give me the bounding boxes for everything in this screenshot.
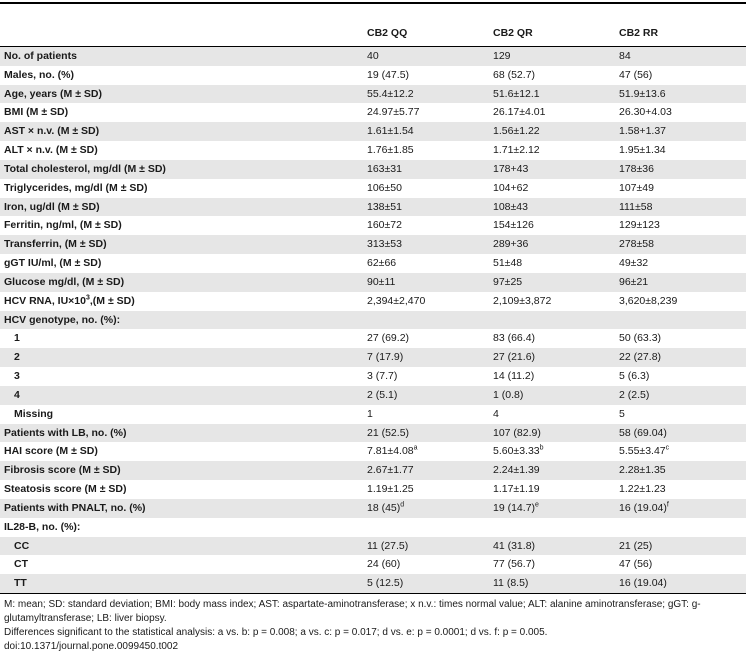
cell-value: 5.55±3.47 xyxy=(619,445,666,458)
row-value-col-1 xyxy=(363,348,489,367)
row-value-col-1 xyxy=(363,198,489,217)
row-value-col-1 xyxy=(363,386,489,405)
row-value-col-1 xyxy=(363,574,489,593)
table-row xyxy=(0,216,746,235)
row-label-text: Triglycerides, mg/dl (M ± SD) xyxy=(4,181,148,194)
row-label xyxy=(0,141,363,160)
row-value-col-3 xyxy=(615,235,746,254)
row-value-col-1 xyxy=(363,179,489,198)
cell-value: 104+62 xyxy=(493,181,529,194)
row-value-col-2 xyxy=(489,85,615,104)
row-value-col-2 xyxy=(489,329,615,348)
cell-value: 178±36 xyxy=(619,162,654,175)
table-row xyxy=(0,555,746,574)
row-label xyxy=(0,537,363,556)
cell-value: 41 (31.8) xyxy=(493,539,536,552)
table-row xyxy=(0,461,746,480)
row-value-col-2 xyxy=(489,574,615,593)
row-value-col-2 xyxy=(489,537,615,556)
table-row xyxy=(0,329,746,348)
cell-value: 84 xyxy=(619,50,631,62)
row-value-col-2 xyxy=(489,555,615,574)
row-value-col-1 xyxy=(363,141,489,160)
row-label-text: HCV RNA, IU×10 xyxy=(4,294,86,307)
row-value-col-1 xyxy=(363,216,489,235)
row-value-col-3 xyxy=(615,461,746,480)
footnote-abbreviations: M: mean; SD: standard deviation; BMI: body mass index; AST: aspartate-aminotransferase; x n.v.: times normal value; ALT: alanine aminotransferase; gGT: g-glutamyltransferase; LB: liver biopsy. xyxy=(4,599,701,624)
table-row xyxy=(0,442,746,461)
row-value-col-3 xyxy=(615,386,746,405)
row-label-text: Fibrosis score (M ± SD) xyxy=(4,464,121,477)
cell-value: 77 (56.7) xyxy=(493,558,536,571)
row-value-col-2 xyxy=(489,216,615,235)
row-value-col-1 xyxy=(363,499,489,518)
row-label xyxy=(0,273,363,292)
row-value-col-3 xyxy=(615,198,746,217)
cell-value: 7 (17.9) xyxy=(367,351,404,364)
cell-value: 1 (0.8) xyxy=(493,388,524,401)
row-label xyxy=(0,292,363,311)
cell-value: 1.17±1.19 xyxy=(493,483,540,496)
cell-value: 51.9±13.6 xyxy=(619,87,666,100)
row-value-col-2 xyxy=(489,292,615,311)
table-row xyxy=(0,235,746,254)
table-row xyxy=(0,122,746,141)
cell-value: 55.4±12.2 xyxy=(367,87,414,100)
row-label-text: No. of patients xyxy=(4,50,77,62)
row-value-col-1 xyxy=(363,555,489,574)
row-value-col-1 xyxy=(363,480,489,499)
row-value-col-1 xyxy=(363,66,489,85)
row-value-col-3 xyxy=(615,442,746,461)
cell-value: 16 (19.04) xyxy=(619,501,667,514)
cell-value: 26.17±4.01 xyxy=(493,106,546,119)
cell-value: 1 xyxy=(367,407,373,420)
row-label xyxy=(0,122,363,141)
table-row xyxy=(0,424,746,443)
row-value-col-3 xyxy=(615,160,746,179)
table-row xyxy=(0,254,746,273)
table-row xyxy=(0,198,746,217)
cell-value: 11 (8.5) xyxy=(493,577,529,590)
cell-value: 97±25 xyxy=(493,275,523,288)
cell-value: 58 (69.04) xyxy=(619,426,667,439)
row-value-col-1 xyxy=(363,273,489,292)
cell-value: 129 xyxy=(493,50,511,62)
row-value-col-3 xyxy=(615,122,746,141)
cell-superscript: b xyxy=(539,444,544,452)
row-label xyxy=(0,66,363,85)
cell-value: 313±53 xyxy=(367,238,402,251)
row-value-col-3 xyxy=(615,47,746,66)
row-label xyxy=(0,555,363,574)
cell-superscript: f xyxy=(666,501,669,509)
row-value-col-1 xyxy=(363,461,489,480)
table-row xyxy=(0,405,746,424)
row-value-col-3 xyxy=(615,66,746,85)
table-row xyxy=(0,103,746,122)
cell-value: 1.95±1.34 xyxy=(619,144,666,157)
row-label-text: Patients with PNALT, no. (%) xyxy=(4,501,146,514)
row-label-text: AST × n.v. (M ± SD) xyxy=(4,125,100,138)
cell-value: 47 (56) xyxy=(619,558,653,571)
cell-value: 108±43 xyxy=(493,200,528,213)
table-row xyxy=(0,348,746,367)
row-label xyxy=(0,480,363,499)
cell-value: 5 (12.5) xyxy=(367,577,404,590)
cell-value: 5.60±3.33 xyxy=(493,445,540,458)
row-value-col-1 xyxy=(363,122,489,141)
cell-value: 138±51 xyxy=(367,200,402,213)
row-label xyxy=(0,160,363,179)
table-row xyxy=(0,85,746,104)
cell-value: 22 (27.8) xyxy=(619,351,662,364)
cell-value: 18 (45) xyxy=(367,501,401,514)
cell-value: 163±31 xyxy=(367,162,402,175)
row-label-text: HAI score (M ± SD) xyxy=(4,445,98,458)
cell-value: 27 (69.2) xyxy=(367,332,410,345)
cell-superscript: e xyxy=(535,501,539,509)
row-value-col-3 xyxy=(615,367,746,386)
row-value-col-3 xyxy=(615,292,746,311)
cell-value: 14 (11.2) xyxy=(493,370,535,383)
row-value-col-2 xyxy=(489,179,615,198)
cell-value: 107±49 xyxy=(619,181,654,194)
cell-value: 21 (52.5) xyxy=(367,426,410,439)
row-value-col-1 xyxy=(363,518,489,537)
row-value-col-2 xyxy=(489,480,615,499)
row-label xyxy=(0,424,363,443)
cell-value: 154±126 xyxy=(493,219,534,232)
row-label-text: 1 xyxy=(14,332,20,345)
row-label xyxy=(0,254,363,273)
cell-value: 129±123 xyxy=(619,219,660,232)
row-value-col-2 xyxy=(489,386,615,405)
row-value-col-3 xyxy=(615,499,746,518)
table-row xyxy=(0,367,746,386)
row-value-col-2 xyxy=(489,311,615,330)
row-label xyxy=(0,518,363,537)
row-label xyxy=(0,386,363,405)
row-value-col-1 xyxy=(363,292,489,311)
footnote-significance: Differences significant to the statistical analysis: a vs. b: p = 0.008; a vs. c: p = 0.017; d vs. e: p = 0.0001; d vs. f: p = 0.005. xyxy=(4,627,548,638)
cell-value: 21 (25) xyxy=(619,539,653,552)
row-label-text: TT xyxy=(14,577,27,590)
row-value-col-1 xyxy=(363,442,489,461)
row-value-col-1 xyxy=(363,329,489,348)
cell-value: 51±48 xyxy=(493,257,523,270)
row-label-superscript: 3 xyxy=(85,294,90,302)
row-value-col-2 xyxy=(489,122,615,141)
cell-value: 24 (60) xyxy=(367,558,401,571)
row-value-col-1 xyxy=(363,311,489,330)
row-label xyxy=(0,442,363,461)
row-value-col-2 xyxy=(489,405,615,424)
table-row xyxy=(0,311,746,330)
row-label-text: Missing xyxy=(14,407,54,420)
row-value-col-3 xyxy=(615,480,746,499)
row-label-text: ALT × n.v. (M ± SD) xyxy=(4,144,98,157)
row-label-text: Age, years (M ± SD) xyxy=(4,87,102,100)
row-value-col-3 xyxy=(615,555,746,574)
row-label-text: gGT IU/ml, (M ± SD) xyxy=(4,257,102,270)
table-row xyxy=(0,179,746,198)
header-cb2-qq: CB2 QQ xyxy=(367,27,408,39)
row-value-col-3 xyxy=(615,329,746,348)
row-label-text: CT xyxy=(14,558,28,571)
row-value-col-2 xyxy=(489,424,615,443)
row-label-text: BMI (M ± SD) xyxy=(4,106,69,119)
row-label-text: Ferritin, ng/ml, (M ± SD) xyxy=(4,219,122,232)
table-row xyxy=(0,66,746,85)
cell-value: 47 (56) xyxy=(619,68,653,81)
cell-value: 2.28±1.35 xyxy=(619,464,666,477)
cell-value: 5 (6.3) xyxy=(619,370,650,383)
row-value-col-3 xyxy=(615,518,746,537)
cell-value: 49±32 xyxy=(619,257,649,270)
row-label-text: Males, no. (%) xyxy=(4,68,75,81)
row-label-text: Transferrin, (M ± SD) xyxy=(4,238,107,251)
cell-value: 107 (82.9) xyxy=(493,426,541,439)
cell-value: 2.67±1.77 xyxy=(367,464,414,477)
row-value-col-1 xyxy=(363,160,489,179)
cell-value: 83 (66.4) xyxy=(493,332,536,345)
table-row xyxy=(0,518,746,537)
row-value-col-2 xyxy=(489,235,615,254)
cell-value: 51.6±12.1 xyxy=(493,87,540,100)
cell-value: 1.71±2.12 xyxy=(493,144,540,157)
footnote-doi: doi:10.1371/journal.pone.0099450.t002 xyxy=(4,641,179,652)
row-value-col-3 xyxy=(615,574,746,593)
cell-value: 40 xyxy=(367,50,379,62)
row-label xyxy=(0,179,363,198)
row-value-col-2 xyxy=(489,367,615,386)
cell-value: 26.30+4.03 xyxy=(619,106,672,119)
table-row xyxy=(0,499,746,518)
row-value-col-3 xyxy=(615,216,746,235)
row-value-col-3 xyxy=(615,85,746,104)
cell-value: 1.56±1.22 xyxy=(493,125,540,138)
row-value-col-2 xyxy=(489,461,615,480)
cell-value: 19 (14.7) xyxy=(493,501,536,514)
row-value-col-2 xyxy=(489,499,615,518)
row-value-col-3 xyxy=(615,311,746,330)
cell-value: 19 (47.5) xyxy=(367,68,410,81)
cell-value: 11 (27.5) xyxy=(367,539,409,552)
row-value-col-3 xyxy=(615,537,746,556)
row-value-col-2 xyxy=(489,103,615,122)
row-label-text: Total cholesterol, mg/dl (M ± SD) xyxy=(4,162,166,175)
cell-value: 3 (7.7) xyxy=(367,370,398,383)
footnotes xyxy=(4,598,742,654)
row-value-col-2 xyxy=(489,442,615,461)
header-label-col xyxy=(0,20,363,47)
cell-value: 3,620±8,239 xyxy=(619,294,678,307)
cell-superscript: a xyxy=(413,444,418,452)
row-label xyxy=(0,461,363,480)
table-row xyxy=(0,273,746,292)
row-value-col-1 xyxy=(363,103,489,122)
cell-value: 160±72 xyxy=(367,219,402,232)
table-row xyxy=(0,47,746,66)
cell-value: 111±58 xyxy=(619,200,653,213)
row-label xyxy=(0,329,363,348)
row-label-text: 2 xyxy=(14,351,20,364)
row-label xyxy=(0,574,363,593)
row-value-col-1 xyxy=(363,254,489,273)
table-row xyxy=(0,386,746,405)
row-label xyxy=(0,311,363,330)
cell-value: 16 (19.04) xyxy=(619,577,667,590)
row-label xyxy=(0,103,363,122)
row-value-col-3 xyxy=(615,179,746,198)
row-label xyxy=(0,85,363,104)
cell-value: 278±58 xyxy=(619,238,654,251)
header-row xyxy=(0,20,746,47)
row-value-col-2 xyxy=(489,47,615,66)
row-value-col-2 xyxy=(489,66,615,85)
cell-value: 1.22±1.23 xyxy=(619,483,666,496)
row-value-col-1 xyxy=(363,85,489,104)
row-value-col-2 xyxy=(489,518,615,537)
cell-value: 1.61±1.54 xyxy=(367,125,414,138)
row-label xyxy=(0,405,363,424)
row-label-text: Patients with LB, no. (%) xyxy=(4,426,127,439)
row-value-col-2 xyxy=(489,160,615,179)
cell-value: 2 (2.5) xyxy=(619,388,650,401)
row-label-text: Steatosis score (M ± SD) xyxy=(4,483,127,496)
cell-value: 96±21 xyxy=(619,275,649,288)
row-label xyxy=(0,198,363,217)
row-label xyxy=(0,348,363,367)
cell-value: 90±11 xyxy=(367,275,396,288)
cell-value: 1.58+1.37 xyxy=(619,125,667,138)
cell-value: 1.76±1.85 xyxy=(367,144,414,157)
row-value-col-3 xyxy=(615,424,746,443)
cell-value: 289+36 xyxy=(493,238,529,251)
row-value-col-3 xyxy=(615,103,746,122)
row-label-tail: ,(M ± SD) xyxy=(89,294,135,307)
table-row xyxy=(0,141,746,160)
cell-value: 27 (21.6) xyxy=(493,351,536,364)
table-row xyxy=(0,160,746,179)
row-value-col-1 xyxy=(363,405,489,424)
row-label xyxy=(0,47,363,66)
cell-value: 178+43 xyxy=(493,162,529,175)
row-value-col-2 xyxy=(489,141,615,160)
top-rule xyxy=(0,2,746,4)
cell-value: 62±66 xyxy=(367,257,397,270)
row-value-col-3 xyxy=(615,348,746,367)
cell-value: 68 (52.7) xyxy=(493,68,536,81)
table-row xyxy=(0,480,746,499)
row-label xyxy=(0,367,363,386)
cell-value: 7.81±4.08 xyxy=(367,445,414,458)
row-label-text: 3 xyxy=(14,370,20,383)
table-row xyxy=(0,292,746,311)
cell-value: 5 xyxy=(619,407,625,420)
cell-value: 2,394±2,470 xyxy=(367,294,426,307)
cell-value: 106±50 xyxy=(367,181,402,194)
row-value-col-2 xyxy=(489,254,615,273)
header-cb2-qr: CB2 QR xyxy=(493,27,533,39)
row-label xyxy=(0,235,363,254)
cell-value: 2 (5.1) xyxy=(367,388,398,401)
row-value-col-3 xyxy=(615,254,746,273)
table-row xyxy=(0,574,746,593)
row-label-text: 4 xyxy=(14,388,20,401)
cell-value: 50 (63.3) xyxy=(619,332,662,345)
row-label xyxy=(0,216,363,235)
row-value-col-3 xyxy=(615,405,746,424)
row-value-col-1 xyxy=(363,235,489,254)
row-value-col-1 xyxy=(363,367,489,386)
table-body xyxy=(0,47,746,594)
cell-value: 2.24±1.39 xyxy=(493,464,540,477)
table-row xyxy=(0,537,746,556)
row-label-text: Glucose mg/dl, (M ± SD) xyxy=(4,275,125,288)
row-value-col-1 xyxy=(363,47,489,66)
row-value-col-3 xyxy=(615,141,746,160)
row-value-col-1 xyxy=(363,537,489,556)
row-value-col-3 xyxy=(615,273,746,292)
row-value-col-2 xyxy=(489,273,615,292)
cell-superscript: d xyxy=(400,501,405,509)
row-value-col-2 xyxy=(489,348,615,367)
header-cb2-rr: CB2 RR xyxy=(619,27,659,39)
data-table xyxy=(0,20,746,594)
row-label-text: Iron, ug/dl (M ± SD) xyxy=(4,200,100,213)
cell-value: 1.19±1.25 xyxy=(367,483,414,496)
row-value-col-1 xyxy=(363,424,489,443)
cell-value: 2,109±3,872 xyxy=(493,294,552,307)
cell-value: 4 xyxy=(493,407,499,420)
cell-value: 24.97±5.77 xyxy=(367,106,420,119)
row-label xyxy=(0,499,363,518)
row-label-text: CC xyxy=(14,539,30,552)
cell-superscript: c xyxy=(665,444,670,452)
row-label-text: HCV genotype, no. (%): xyxy=(4,313,121,326)
row-value-col-2 xyxy=(489,198,615,217)
row-label-text: IL28-B, no. (%): xyxy=(4,520,81,533)
